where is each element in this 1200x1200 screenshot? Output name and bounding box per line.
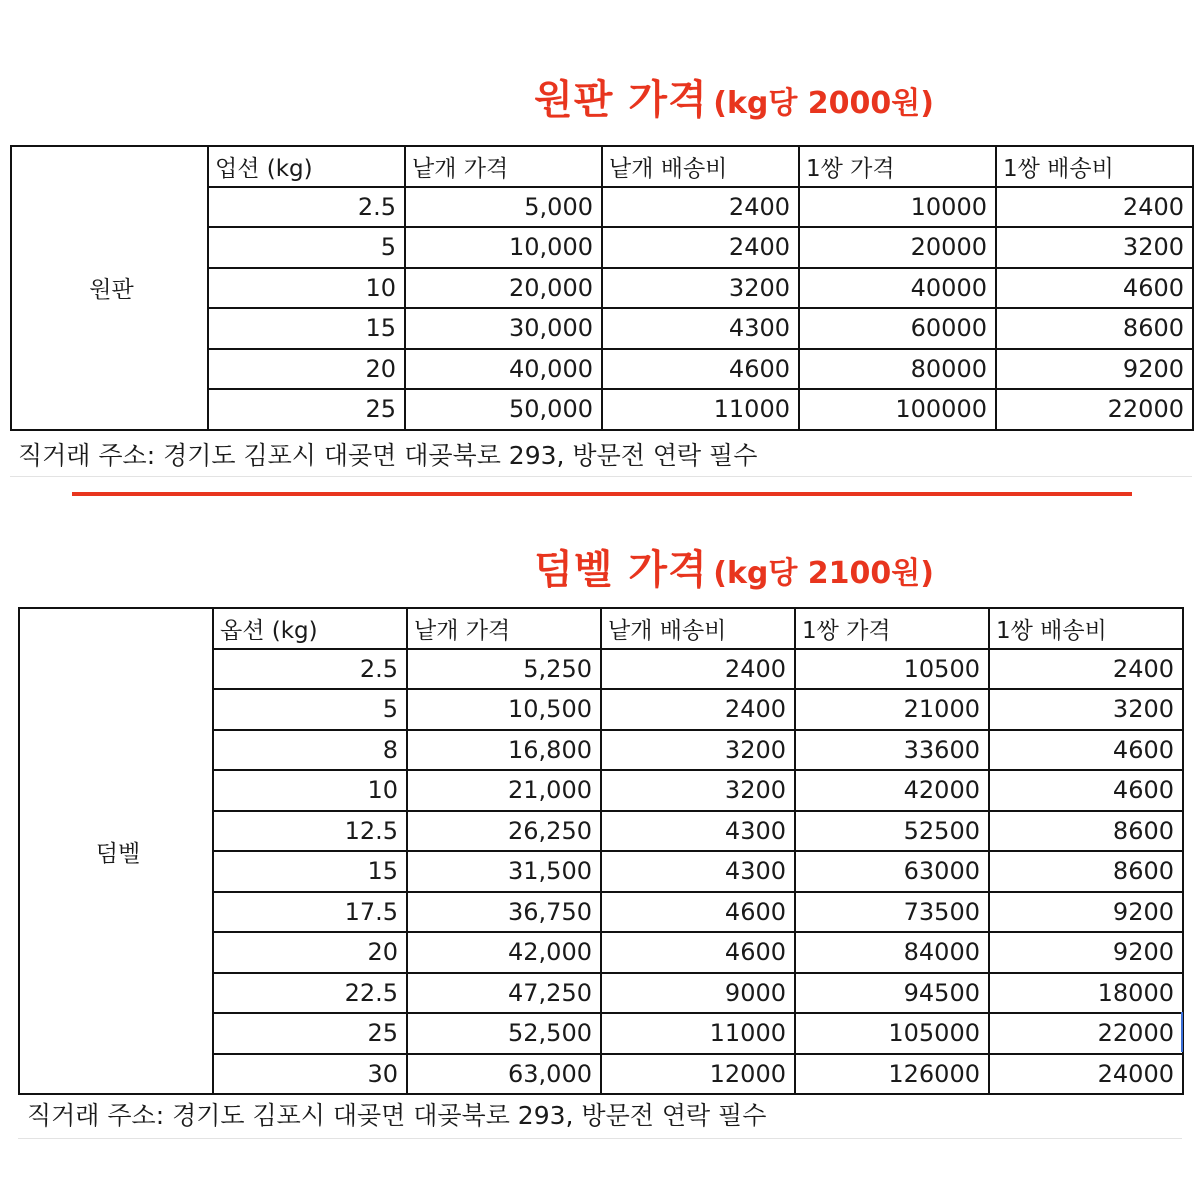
table-cell[interactable]: 2400 (602, 227, 799, 268)
table-cell[interactable]: 36,750 (407, 892, 601, 933)
table-cell[interactable]: 16,800 (407, 730, 601, 771)
table-cell[interactable]: 2400 (601, 649, 795, 690)
table-cell[interactable]: 52,500 (407, 1013, 601, 1054)
column-header[interactable]: 낱개 가격 (407, 608, 601, 649)
table-cell[interactable]: 52500 (795, 811, 989, 852)
column-header[interactable]: 업션 (kg) (208, 146, 405, 187)
table-cell[interactable]: 4600 (989, 770, 1183, 811)
table-cell[interactable]: 3200 (996, 227, 1193, 268)
table-cell[interactable]: 3200 (601, 770, 795, 811)
table-cell[interactable]: 60000 (799, 308, 996, 349)
table-cell[interactable]: 25 (213, 1013, 407, 1054)
column-header[interactable]: 낱개 배송비 (602, 146, 799, 187)
table-cell[interactable]: 9200 (989, 892, 1183, 933)
section-divider (72, 492, 1132, 496)
table-cell[interactable]: 3200 (989, 689, 1183, 730)
table-cell[interactable]: 20 (208, 349, 405, 390)
table-cell[interactable]: 22000 (996, 389, 1193, 430)
table-cell[interactable]: 5,250 (407, 649, 601, 690)
table-cell[interactable]: 4600 (996, 268, 1193, 309)
plate-title-sub: (kg당 2000원) (713, 86, 934, 121)
plate-price-title (0, 68, 1200, 125)
table-cell[interactable]: 4300 (601, 811, 795, 852)
sheet-gridline (18, 1138, 1182, 1139)
column-header[interactable]: 낱개 가격 (405, 146, 602, 187)
table-cell[interactable]: 94500 (795, 973, 989, 1014)
table-cell[interactable]: 80000 (799, 349, 996, 390)
table-cell[interactable]: 126000 (795, 1054, 989, 1095)
table-cell[interactable]: 21,000 (407, 770, 601, 811)
table-cell[interactable]: 2.5 (213, 649, 407, 690)
table-cell[interactable]: 24000 (989, 1054, 1183, 1095)
dumbbell-title-main: 덤벨 가격 (534, 547, 708, 593)
table-cell[interactable]: 100000 (799, 389, 996, 430)
table-cell[interactable]: 22.5 (213, 973, 407, 1014)
table-cell[interactable]: 22000 (989, 1013, 1183, 1054)
table-cell[interactable]: 3200 (602, 268, 799, 309)
table-cell[interactable]: 8600 (989, 811, 1183, 852)
table-cell[interactable]: 9200 (996, 349, 1193, 390)
table-cell[interactable]: 9000 (601, 973, 795, 1014)
table-cell[interactable]: 42,000 (407, 932, 601, 973)
dumbbell-title-sub: (kg당 2100원) (713, 556, 934, 591)
table-cell[interactable]: 18000 (989, 973, 1183, 1014)
plate-title-main: 원판 가격 (534, 77, 708, 123)
table-cell[interactable]: 21000 (795, 689, 989, 730)
table-cell[interactable]: 15 (208, 308, 405, 349)
table-cell[interactable]: 30,000 (405, 308, 602, 349)
pickup-address-1: 직거래 주소: 경기도 김포시 대곶면 대곶북로 293, 방문전 연락 필수 (18, 441, 758, 470)
column-header[interactable]: 옵션 (kg) (213, 608, 407, 649)
table-cell[interactable]: 73500 (795, 892, 989, 933)
table-cell[interactable]: 4600 (989, 730, 1183, 771)
table-cell[interactable]: 42000 (795, 770, 989, 811)
table-cell[interactable]: 4300 (601, 851, 795, 892)
group-label-cell[interactable]: 덤벨 (19, 608, 213, 1094)
table-cell[interactable]: 11000 (602, 389, 799, 430)
table-cell[interactable]: 30 (213, 1054, 407, 1095)
table-cell[interactable]: 2400 (996, 187, 1193, 228)
column-header[interactable]: 낱개 배송비 (601, 608, 795, 649)
table-cell[interactable]: 2400 (601, 689, 795, 730)
table-cell[interactable]: 10000 (799, 187, 996, 228)
table-cell[interactable]: 63000 (795, 851, 989, 892)
table-cell[interactable]: 25 (208, 389, 405, 430)
table-cell[interactable]: 40,000 (405, 349, 602, 390)
table-cell[interactable]: 20000 (799, 227, 996, 268)
table-cell[interactable]: 8 (213, 730, 407, 771)
table-cell[interactable]: 15 (213, 851, 407, 892)
table-cell[interactable]: 9200 (989, 932, 1183, 973)
dumbbell-price-table (18, 607, 1184, 1095)
table-cell[interactable]: 10 (208, 268, 405, 309)
table-cell[interactable]: 40000 (799, 268, 996, 309)
table-cell[interactable]: 8600 (989, 851, 1183, 892)
table-cell[interactable]: 8600 (996, 308, 1193, 349)
table-cell[interactable]: 4600 (601, 932, 795, 973)
table-cell[interactable]: 105000 (795, 1013, 989, 1054)
table-cell[interactable]: 10500 (795, 649, 989, 690)
column-header[interactable]: 1쌍 가격 (799, 146, 996, 187)
table-cell[interactable]: 3200 (601, 730, 795, 771)
table-cell[interactable]: 12.5 (213, 811, 407, 852)
table-cell[interactable]: 10 (213, 770, 407, 811)
table-cell[interactable]: 10,500 (407, 689, 601, 730)
table-cell[interactable]: 5,000 (405, 187, 602, 228)
table-cell[interactable]: 12000 (601, 1054, 795, 1095)
sheet-gridline (10, 476, 1192, 477)
column-header[interactable]: 1쌍 가격 (795, 608, 989, 649)
plate-price-table (10, 145, 1194, 431)
table-cell[interactable]: 10,000 (405, 227, 602, 268)
table-cell[interactable]: 4300 (602, 308, 799, 349)
pickup-address-2: 직거래 주소: 경기도 김포시 대곶면 대곶북로 293, 방문전 연락 필수 (27, 1101, 767, 1130)
table-cell[interactable]: 2400 (989, 649, 1183, 690)
table-cell[interactable]: 5 (213, 689, 407, 730)
table-cell[interactable]: 84000 (795, 932, 989, 973)
table-cell[interactable]: 4600 (601, 892, 795, 933)
cell-selection-cursor (1181, 1012, 1183, 1052)
table-cell[interactable]: 2.5 (208, 187, 405, 228)
group-label-cell[interactable]: 원판 (11, 146, 208, 430)
table-cell[interactable]: 11000 (601, 1013, 795, 1054)
table-cell[interactable]: 50,000 (405, 389, 602, 430)
column-header[interactable]: 1쌍 배송비 (996, 146, 1193, 187)
table-cell[interactable]: 17.5 (213, 892, 407, 933)
table-cell[interactable]: 4600 (602, 349, 799, 390)
table-cell[interactable]: 5 (208, 227, 405, 268)
table-cell[interactable]: 20,000 (405, 268, 602, 309)
table-cell[interactable]: 47,250 (407, 973, 601, 1014)
table-cell[interactable]: 2400 (602, 187, 799, 228)
column-header[interactable]: 1쌍 배송비 (989, 608, 1183, 649)
table-cell[interactable]: 33600 (795, 730, 989, 771)
table-cell[interactable]: 63,000 (407, 1054, 601, 1095)
table-cell[interactable]: 20 (213, 932, 407, 973)
table-cell[interactable]: 26,250 (407, 811, 601, 852)
table-cell[interactable]: 31,500 (407, 851, 601, 892)
dumbbell-price-title (0, 538, 1200, 595)
